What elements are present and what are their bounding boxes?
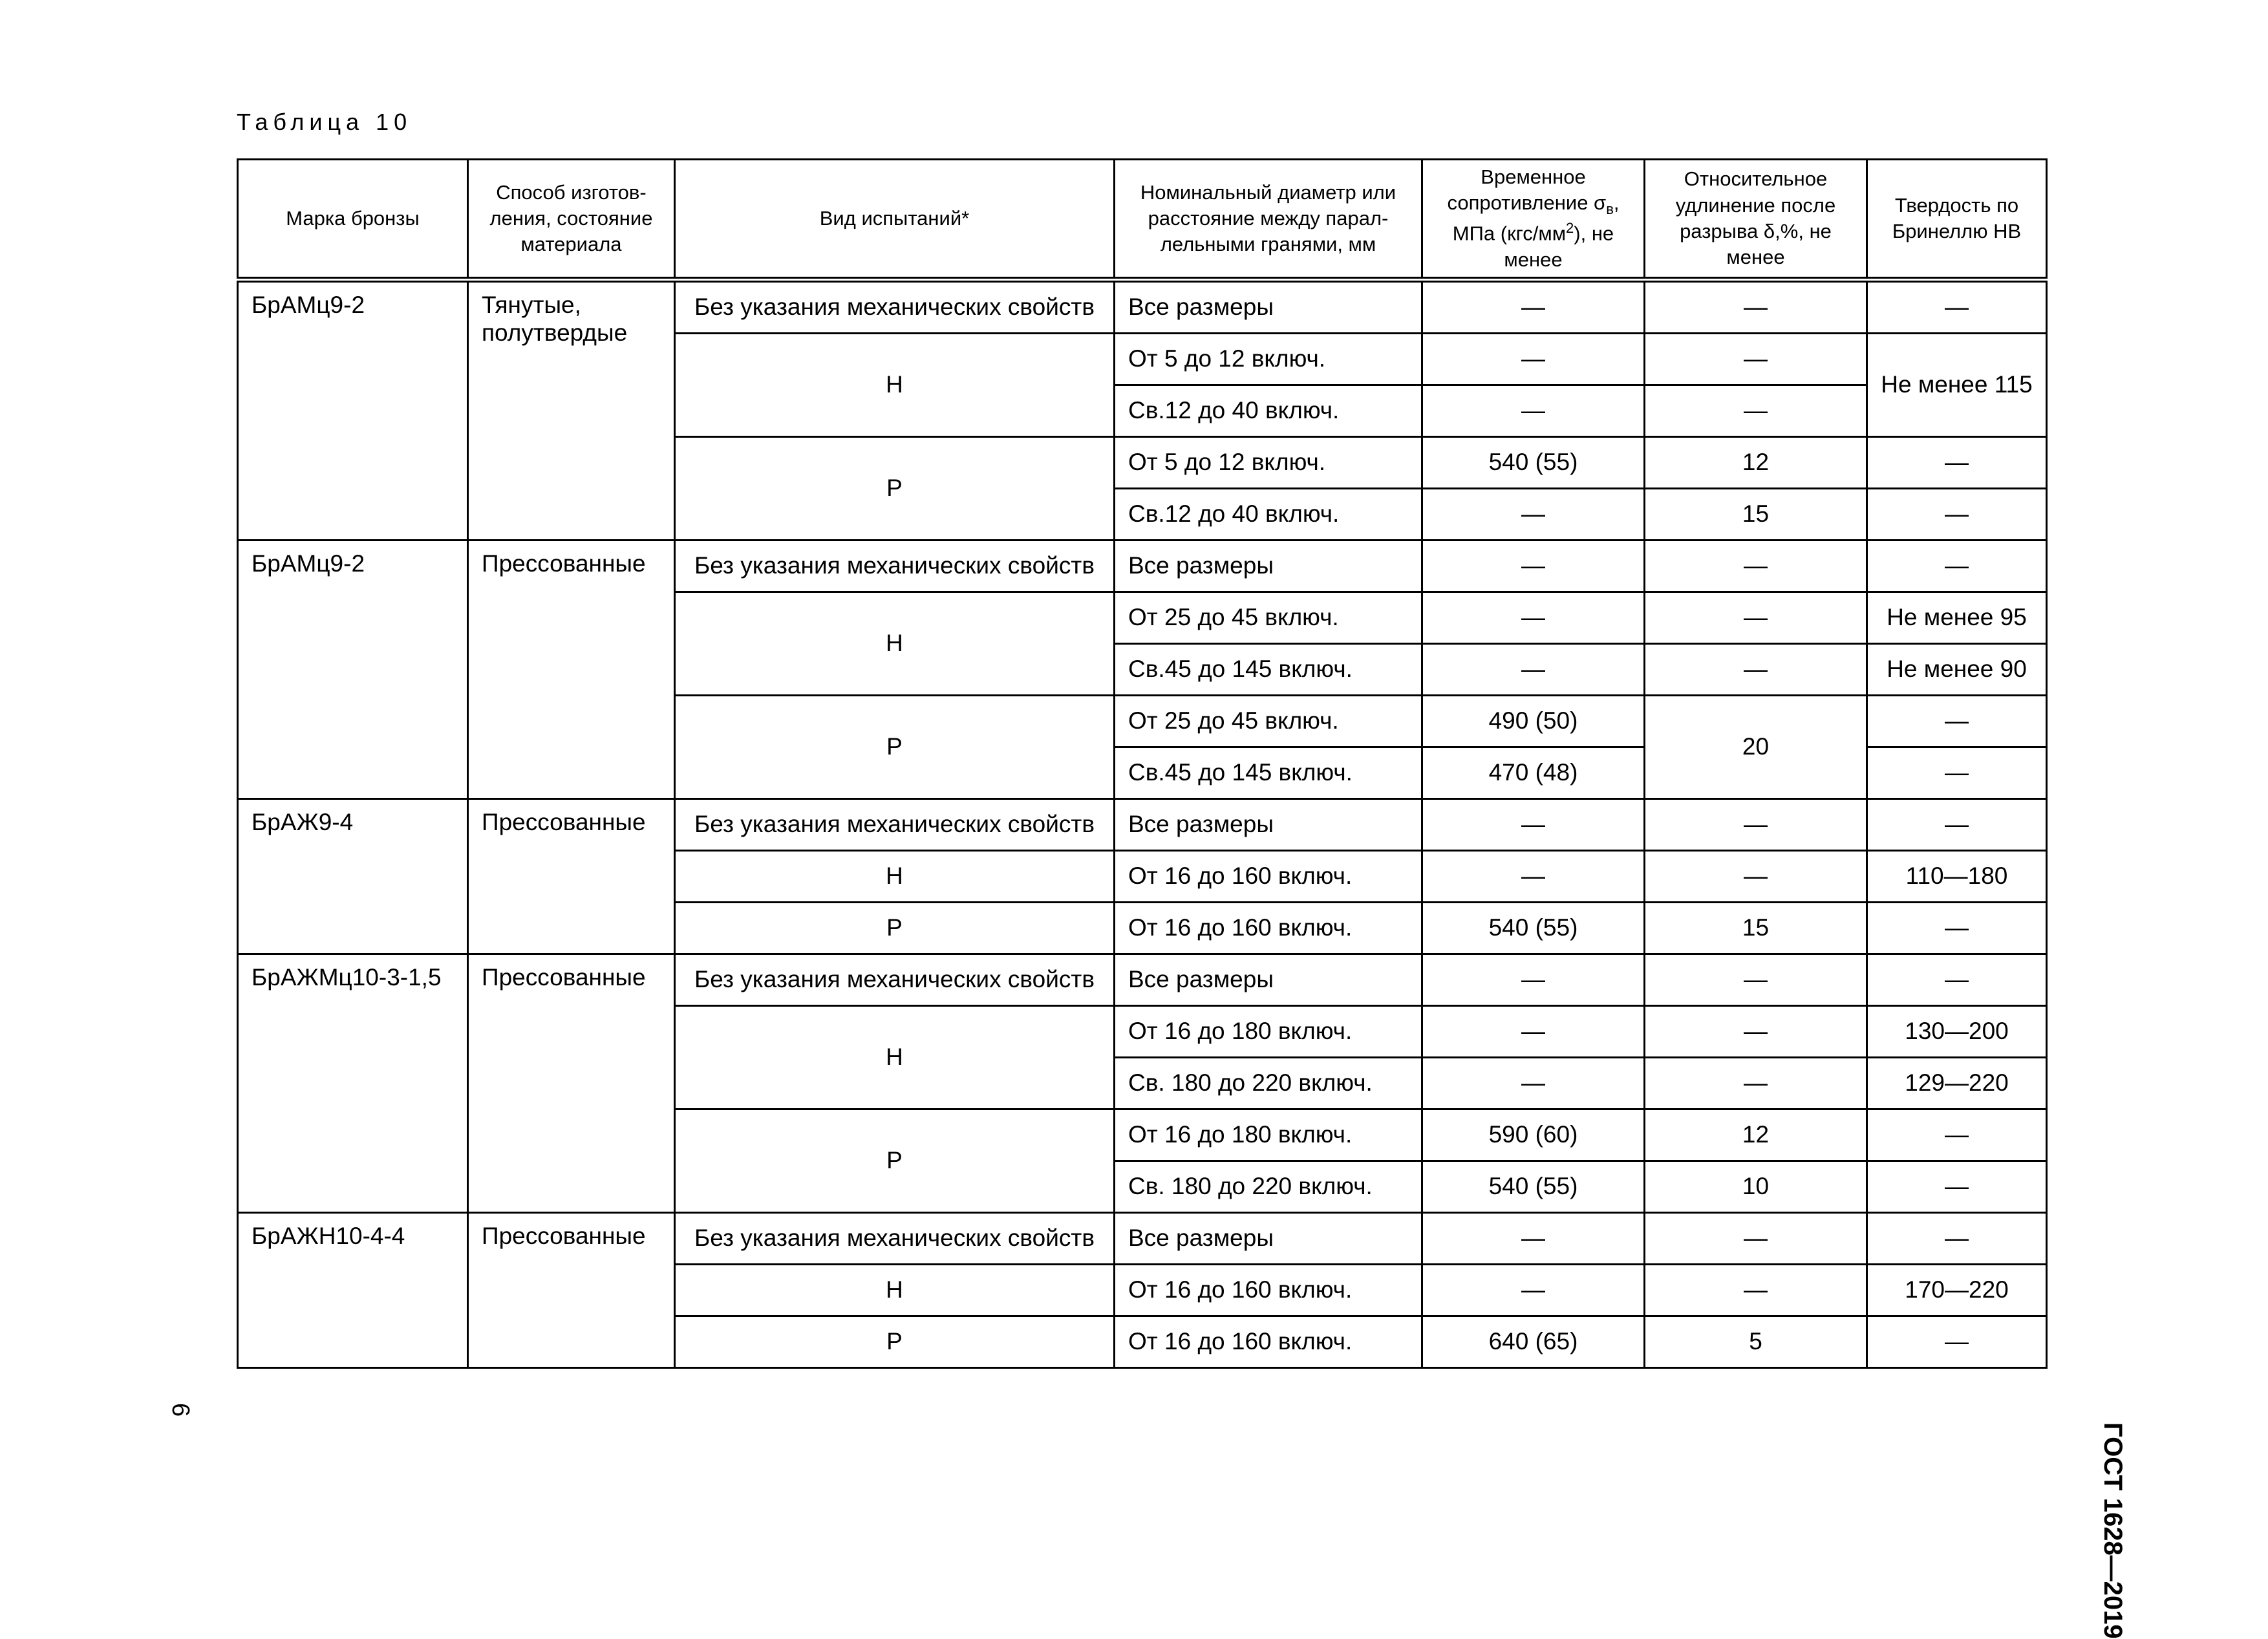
strength-cell: —: [1422, 592, 1645, 644]
grade-cell: БрАМц9-2: [238, 280, 468, 541]
size-cell: От 16 до 180 включ.: [1115, 1006, 1422, 1058]
test-cell: Без указания механических свойств: [675, 541, 1115, 592]
hardness-cell: —: [1867, 799, 2047, 851]
strength-cell: —: [1422, 644, 1645, 696]
size-cell: От 16 до 180 включ.: [1115, 1109, 1422, 1161]
table-row: [238, 280, 2047, 334]
strength-cell: 540 (55): [1422, 1161, 1645, 1213]
test-cell: Н: [675, 334, 1115, 437]
elongation-cell: —: [1645, 541, 1867, 592]
elongation-cell: 15: [1645, 903, 1867, 954]
hardness-cell: —: [1867, 489, 2047, 541]
method-cell: Прессованные: [468, 799, 675, 954]
elongation-cell: —: [1645, 1058, 1867, 1109]
size-cell: Все размеры: [1115, 280, 1422, 334]
test-cell: Без указания механических свойств: [675, 1213, 1115, 1265]
hardness-cell: Не менее 90: [1867, 644, 2047, 696]
test-cell: Без указания механических свойств: [675, 954, 1115, 1006]
document-code: ГОСТ 1628—2019: [2099, 1422, 2127, 1639]
elongation-cell: —: [1645, 1213, 1867, 1265]
strength-cell: —: [1422, 1213, 1645, 1265]
elongation-cell: 5: [1645, 1316, 1867, 1368]
test-cell: Р: [675, 903, 1115, 954]
elongation-cell: 20: [1645, 696, 1867, 799]
size-cell: От 25 до 45 включ.: [1115, 592, 1422, 644]
grade-cell: БрАЖМц10-3-1,5: [238, 954, 468, 1213]
strength-cell: 540 (55): [1422, 903, 1645, 954]
test-cell: Н: [675, 1265, 1115, 1316]
elongation-cell: —: [1645, 799, 1867, 851]
hardness-cell: 130—200: [1867, 1006, 2047, 1058]
header-diameter: Номинальный диаметр или расстояние между парал-лельными гранями, мм: [1115, 160, 1422, 280]
hardness-cell: 170—220: [1867, 1265, 2047, 1316]
elongation-cell: 10: [1645, 1161, 1867, 1213]
strength-cell: —: [1422, 851, 1645, 903]
method-cell: Прессованные: [468, 954, 675, 1213]
size-cell: Св. 180 до 220 включ.: [1115, 1058, 1422, 1109]
size-cell: От 16 до 160 включ.: [1115, 851, 1422, 903]
strength-cell: 470 (48): [1422, 747, 1645, 799]
header-hardness: Твердость по Бринеллю НВ: [1867, 160, 2047, 280]
strength-cell: —: [1422, 1006, 1645, 1058]
hardness-cell: —: [1867, 541, 2047, 592]
test-cell: Р: [675, 1109, 1115, 1213]
strength-cell: —: [1422, 489, 1645, 541]
elongation-cell: —: [1645, 851, 1867, 903]
elongation-cell: —: [1645, 280, 1867, 334]
strength-cell: 590 (60): [1422, 1109, 1645, 1161]
hardness-cell: —: [1867, 903, 2047, 954]
strength-cell: 540 (55): [1422, 437, 1645, 489]
hardness-cell: 110—180: [1867, 851, 2047, 903]
test-cell: Р: [675, 696, 1115, 799]
grade-cell: БрАЖН10-4-4: [238, 1213, 468, 1368]
strength-cell: —: [1422, 1058, 1645, 1109]
test-cell: Р: [675, 1316, 1115, 1368]
size-cell: Св.12 до 40 включ.: [1115, 385, 1422, 437]
size-cell: Св.45 до 145 включ.: [1115, 747, 1422, 799]
hardness-cell: —: [1867, 1109, 2047, 1161]
elongation-cell: —: [1645, 954, 1867, 1006]
table-row: [238, 799, 2047, 851]
elongation-cell: —: [1645, 592, 1867, 644]
test-cell: Н: [675, 851, 1115, 903]
hardness-cell: —: [1867, 280, 2047, 334]
strength-cell: —: [1422, 954, 1645, 1006]
hardness-cell: —: [1867, 696, 2047, 747]
test-cell: Без указания механических свойств: [675, 280, 1115, 334]
method-cell: Прессованные: [468, 541, 675, 799]
strength-cell: 490 (50): [1422, 696, 1645, 747]
header-elongation: Относительное удлинение после разрыва δ,%, не менее: [1645, 160, 1867, 280]
grade-cell: БрАМц9-2: [238, 541, 468, 799]
strength-cell: —: [1422, 1265, 1645, 1316]
hardness-cell: —: [1867, 747, 2047, 799]
size-cell: От 16 до 160 включ.: [1115, 1316, 1422, 1368]
hardness-cell: —: [1867, 1161, 2047, 1213]
hardness-cell: —: [1867, 954, 2047, 1006]
elongation-cell: —: [1645, 334, 1867, 385]
size-cell: От 25 до 45 включ.: [1115, 696, 1422, 747]
elongation-cell: 12: [1645, 437, 1867, 489]
test-cell: Н: [675, 592, 1115, 696]
strength-cell: —: [1422, 541, 1645, 592]
header-row: [238, 160, 2047, 280]
size-cell: От 5 до 12 включ.: [1115, 334, 1422, 385]
page-number: 6: [167, 1403, 194, 1417]
test-cell: Н: [675, 1006, 1115, 1109]
size-cell: От 16 до 160 включ.: [1115, 903, 1422, 954]
method-cell: Прессованные: [468, 1213, 675, 1368]
size-cell: Св.45 до 145 включ.: [1115, 644, 1422, 696]
header-method: Способ изготов-ления, состояние материала: [468, 160, 675, 280]
test-cell: Без указания механических свойств: [675, 799, 1115, 851]
hardness-cell: 129—220: [1867, 1058, 2047, 1109]
table-caption: Таблица 10: [237, 109, 412, 135]
size-cell: От 5 до 12 включ.: [1115, 437, 1422, 489]
hardness-cell: —: [1867, 437, 2047, 489]
hardness-cell: Не менее 115: [1867, 334, 2047, 437]
header-grade: Марка бронзы: [238, 160, 468, 280]
test-cell: Р: [675, 437, 1115, 541]
size-cell: Св. 180 до 220 включ.: [1115, 1161, 1422, 1213]
size-cell: Все размеры: [1115, 954, 1422, 1006]
elongation-cell: —: [1645, 1006, 1867, 1058]
size-cell: Св.12 до 40 включ.: [1115, 489, 1422, 541]
elongation-cell: —: [1645, 644, 1867, 696]
table-row: [238, 1213, 2047, 1265]
table-row: [238, 954, 2047, 1006]
hardness-cell: Не менее 95: [1867, 592, 2047, 644]
strength-cell: —: [1422, 385, 1645, 437]
header-strength: Временное сопротивление $\sigma_в$, МПа $(кгс/мм^2)$, не менее: [1422, 160, 1645, 280]
size-cell: От 16 до 160 включ.: [1115, 1265, 1422, 1316]
size-cell: Все размеры: [1115, 1213, 1422, 1265]
size-cell: Все размеры: [1115, 541, 1422, 592]
strength-cell: —: [1422, 799, 1645, 851]
strength-cell: —: [1422, 280, 1645, 334]
hardness-cell: —: [1867, 1316, 2047, 1368]
hardness-cell: —: [1867, 1213, 2047, 1265]
strength-cell: 640 (65): [1422, 1316, 1645, 1368]
header-test: Вид испытаний*: [675, 160, 1115, 280]
elongation-cell: —: [1645, 1265, 1867, 1316]
grade-cell: БрАЖ9-4: [238, 799, 468, 954]
elongation-cell: —: [1645, 385, 1867, 437]
method-cell: Тянутые, полутвердые: [468, 280, 675, 541]
size-cell: Все размеры: [1115, 799, 1422, 851]
table-row: [238, 541, 2047, 592]
bronze-properties-table: [237, 158, 2048, 1369]
elongation-cell: 15: [1645, 489, 1867, 541]
strength-cell: —: [1422, 334, 1645, 385]
elongation-cell: 12: [1645, 1109, 1867, 1161]
